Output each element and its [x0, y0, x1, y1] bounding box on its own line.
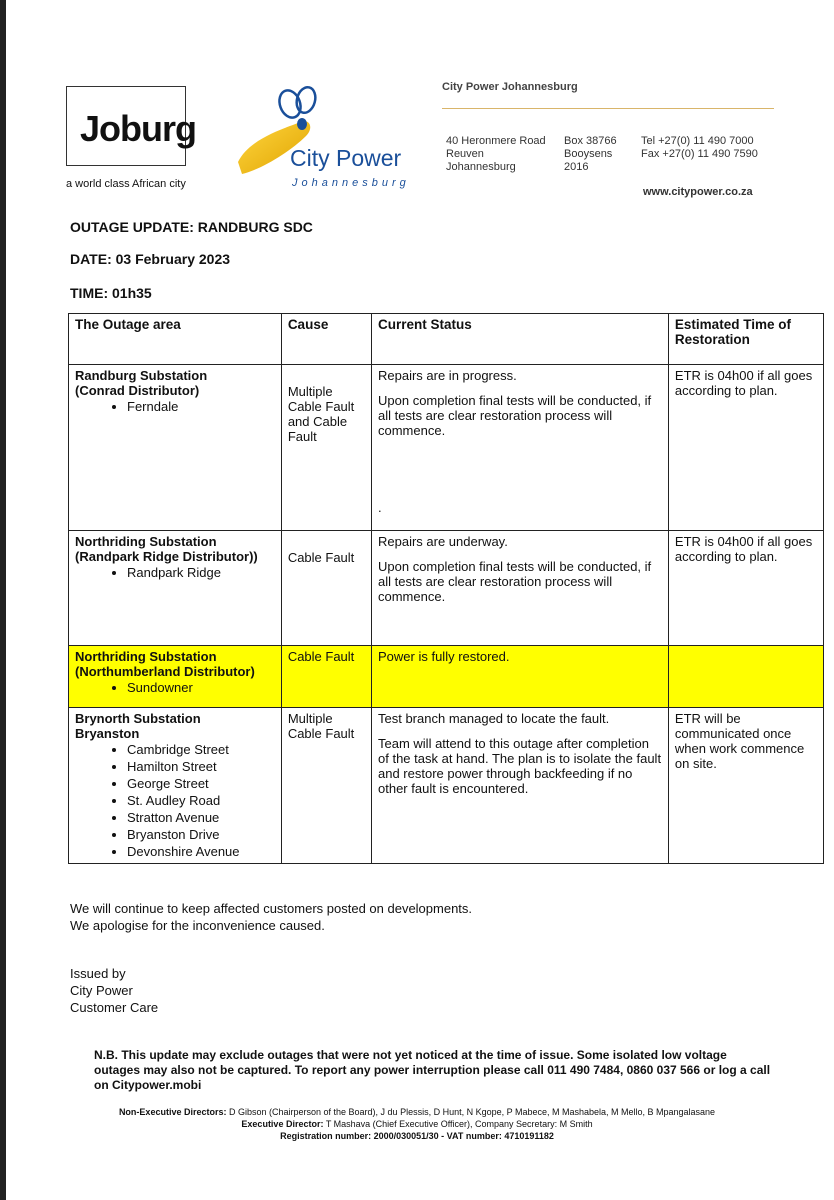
- address-block: 40 Heronmere Road Reuven Johannesburg: [446, 135, 546, 173]
- header-divider: [442, 108, 774, 109]
- page-title: OUTAGE UPDATE: RANDBURG SDC: [70, 219, 313, 235]
- table-row: [69, 365, 824, 531]
- etr-cell: ETR is 04h00 if all goes according to plan.: [668, 531, 823, 646]
- city-power-logo-icon: [230, 82, 430, 192]
- outage-table: [68, 313, 824, 864]
- registration-line: Registration number: 2000/030051/30 - VAT number: 4710191182: [280, 1131, 554, 1141]
- outage-area-cell: [69, 708, 282, 864]
- distributor-name: (Conrad Distributor): [75, 383, 200, 398]
- outage-area-cell: [69, 365, 282, 531]
- table-row: [69, 708, 824, 864]
- distributor-name: Bryanston: [75, 726, 140, 741]
- issued-by-block: Issued by City Power Customer Care: [70, 966, 159, 1015]
- closing-text: We will continue to keep affected customers posted on developments. We apologise for the inconvenience caused.: [70, 901, 473, 933]
- list-item: • Randpark Ridge: [127, 564, 275, 581]
- org-name: City Power Johannesburg: [442, 81, 578, 93]
- column-header: Estimated Time of Restoration: [668, 314, 823, 365]
- date-line: DATE: 03 February 2023: [70, 251, 231, 267]
- substation-name: Northriding Substation: [75, 649, 217, 664]
- list-item: • Hamilton Street: [127, 758, 275, 775]
- city-power-logo-sub: Johannesburg: [292, 177, 410, 189]
- table-row-highlighted: [69, 646, 824, 708]
- column-header: The Outage area: [69, 314, 282, 365]
- substation-name: Northriding Substation: [75, 534, 217, 549]
- substation-name: Randburg Substation: [75, 368, 208, 383]
- executive-line: Executive Director: T Mashava (Chief Executive Officer), Company Secretary: M Smith: [241, 1119, 593, 1129]
- list-item: • Sundowner: [127, 679, 275, 696]
- joburg-logo: Joburg: [80, 108, 196, 149]
- status-mark: .: [378, 500, 382, 515]
- postal-block: Box 38766 Booysens 2016: [564, 135, 617, 173]
- etr-cell: ETR is 04h00 if all goes according to plan.: [668, 365, 823, 531]
- nb-notice: N.B. This update may exclude outages that were not yet noticed at the time of issue. Some isolated low voltage outages may also not be captured. To report any power interruption please call 011 490 7484, 0860 037 566 or log a call on Citypower.mobi: [94, 1048, 771, 1092]
- list-item: • Stratton Avenue: [127, 809, 275, 826]
- list-item: • St. Audley Road: [127, 792, 275, 809]
- cause-cell: Multiple Cable Fault and Cable Fault: [281, 365, 371, 531]
- table-header-row: [69, 314, 824, 365]
- substation-name: Brynorth Substation: [75, 711, 201, 726]
- distributor-name: (Northumberland Distributor): [75, 664, 255, 679]
- list-item: • George Street: [127, 775, 275, 792]
- cause-cell: Cable Fault: [281, 531, 371, 646]
- table-row: [69, 531, 824, 646]
- status-cell: Power is fully restored.: [372, 646, 669, 708]
- directors-line: Non-Executive Directors: D Gibson (Chairperson of the Board), J du Plessis, D Hunt, N Kgope, P Mabece, M Mashabela, M Mello, B Mpangalasane: [118, 1107, 716, 1117]
- etr-cell: [668, 646, 823, 708]
- scan-edge: [0, 0, 6, 1200]
- etr-cell: ETR will be communicated once when work commence on site.: [668, 708, 823, 864]
- list-item: • Bryanston Drive: [127, 826, 275, 843]
- contact-block: Tel +27(0) 11 490 7000 Fax +27(0) 11 490 7590: [641, 135, 758, 160]
- website-link[interactable]: www.citypower.co.za: [643, 186, 753, 198]
- list-item: • Ferndale: [127, 398, 275, 415]
- joburg-tagline: a world class African city: [66, 178, 186, 190]
- outage-area-cell: [69, 646, 282, 708]
- status-cell: Repairs are underway. Upon completion final tests will be conducted, if all tests are clear restoration process will commence.: [372, 531, 669, 646]
- column-header: Cause: [281, 314, 371, 365]
- list-item: • Devonshire Avenue: [127, 843, 275, 860]
- list-item: • Cambridge Street: [127, 741, 275, 758]
- cause-cell: Cable Fault: [281, 646, 371, 708]
- column-header: Current Status: [372, 314, 669, 365]
- cause-cell: Multiple Cable Fault: [281, 708, 371, 864]
- distributor-name: (Randpark Ridge Distributor)): [75, 549, 258, 564]
- status-cell: Repairs are in progress. Upon completion final tests will be conducted, if all tests are clear restoration process will commence. .: [372, 365, 669, 531]
- city-power-logo-name: City Power: [290, 145, 402, 171]
- outage-area-cell: [69, 531, 282, 646]
- time-line: TIME: 01h35: [70, 285, 152, 301]
- status-cell: Test branch managed to locate the fault. Team will attend to this outage after completion of the task at hand. The plan is to isolate the fault and restore power through backfeeding if no other fault is encountered.: [372, 708, 669, 864]
